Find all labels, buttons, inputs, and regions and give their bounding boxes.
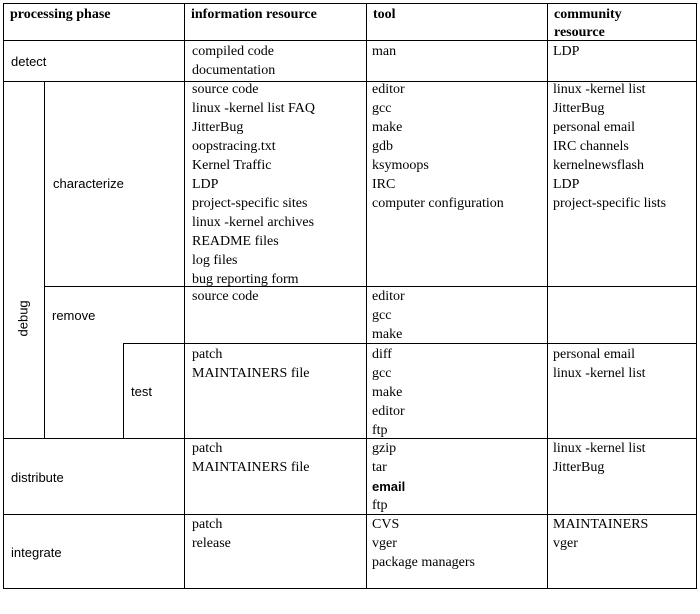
list-item: editor xyxy=(372,289,405,304)
list-item: compiled code xyxy=(192,44,275,59)
list-item: bug reporting form xyxy=(192,272,299,287)
distribute-community-list xyxy=(553,439,646,477)
list-item: Kernel Traffic xyxy=(192,158,272,173)
detect-community-list xyxy=(553,42,579,61)
remove-tool-list xyxy=(372,287,405,344)
header-community-resource: community resource xyxy=(554,7,622,40)
list-item: source code xyxy=(192,82,259,97)
process-resource-table xyxy=(3,3,697,589)
list-item: MAINTAINERS file xyxy=(192,460,310,475)
list-item: patch xyxy=(192,517,223,532)
list-item: source code xyxy=(192,289,259,304)
phase-test: test xyxy=(131,384,152,399)
list-item: JitterBug xyxy=(553,101,605,116)
list-item: computer configuration xyxy=(372,196,504,211)
list-item: linux -kernel list FAQ xyxy=(192,101,316,116)
list-item: gcc xyxy=(372,366,392,381)
list-item: project-specific lists xyxy=(553,196,667,211)
border-debug-inner xyxy=(44,81,45,439)
border-remove-bottom xyxy=(123,343,697,344)
characterize-info-list xyxy=(192,80,315,289)
integrate-community-list xyxy=(553,515,648,553)
phase-remove: remove xyxy=(52,308,96,323)
list-item: CVS xyxy=(372,517,400,532)
phase-debug: debug xyxy=(15,300,31,337)
detect-tool-list xyxy=(372,42,396,61)
characterize-tool-list xyxy=(372,80,504,213)
border-left xyxy=(3,3,4,589)
list-item: patch xyxy=(192,347,223,362)
characterize-community-list xyxy=(553,80,666,213)
list-item: package managers xyxy=(372,555,475,570)
border-tool-right xyxy=(547,3,548,589)
list-item: IRC xyxy=(372,177,396,192)
list-item: diff xyxy=(372,347,392,362)
list-item: IRC channels xyxy=(553,139,629,154)
test-tool-list xyxy=(372,345,405,440)
list-item: linux -kernel list xyxy=(553,82,646,97)
list-item: JitterBug xyxy=(192,120,244,135)
list-item: project-specific sites xyxy=(192,196,308,211)
list-item: make xyxy=(372,385,403,400)
list-item: LDP xyxy=(553,177,580,192)
list-item: gcc xyxy=(372,308,392,323)
list-item: make xyxy=(372,120,403,135)
list-item: linux -kernel list xyxy=(553,441,646,456)
border-bottom xyxy=(3,588,697,589)
list-item: ksymoops xyxy=(372,158,429,173)
phase-detect: detect xyxy=(11,54,47,69)
list-item: LDP xyxy=(192,177,219,192)
list-item: MAINTAINERS file xyxy=(192,366,310,381)
list-item: patch xyxy=(192,441,223,456)
header-tool: tool xyxy=(373,7,396,22)
test-community-list xyxy=(553,345,646,383)
list-item: personal email xyxy=(553,347,636,362)
list-item: linux -kernel list xyxy=(553,366,646,381)
phase-integrate: integrate xyxy=(11,545,62,560)
list-item: oopstracing.txt xyxy=(192,139,276,154)
list-item: tar xyxy=(372,460,387,475)
list-item: release xyxy=(192,536,231,551)
list-item: MAINTAINERS xyxy=(553,517,649,532)
list-item: make xyxy=(372,327,403,342)
test-info-list xyxy=(192,345,309,383)
list-item: gzip xyxy=(372,441,397,456)
integrate-info-list xyxy=(192,515,231,553)
header-information-resource: information resource xyxy=(191,7,317,22)
distribute-tool-list xyxy=(372,439,405,515)
header-processing-phase: processing phase xyxy=(10,7,111,22)
distribute-info-list xyxy=(192,439,309,477)
detect-info-list xyxy=(192,42,275,80)
list-item: LDP xyxy=(553,44,580,59)
list-item: documentation xyxy=(192,63,276,78)
list-item: man xyxy=(372,44,397,59)
integrate-tool-list xyxy=(372,515,475,572)
list-item: vger xyxy=(372,536,397,551)
list-item: kernelnewsflash xyxy=(553,158,644,173)
list-item: log files xyxy=(192,253,238,268)
remove-info-list xyxy=(192,287,258,306)
border-right xyxy=(696,3,697,589)
border-info-right xyxy=(366,3,367,589)
list-item: gdb xyxy=(372,139,393,154)
list-item: linux -kernel archives xyxy=(192,215,315,230)
list-item: vger xyxy=(553,536,578,551)
border-test-inner xyxy=(123,343,124,439)
list-item: email xyxy=(372,479,406,494)
phase-distribute: distribute xyxy=(11,470,64,485)
list-item: JitterBug xyxy=(553,460,605,475)
list-item: gcc xyxy=(372,101,392,116)
phase-characterize: characterize xyxy=(53,176,124,191)
border-phase-right xyxy=(184,3,185,589)
list-item: ftp xyxy=(372,423,388,438)
list-item: editor xyxy=(372,82,405,97)
list-item: README files xyxy=(192,234,279,249)
border-characterize-bottom xyxy=(44,286,697,287)
list-item: ftp xyxy=(372,498,388,513)
list-item: personal email xyxy=(553,120,636,135)
list-item: editor xyxy=(372,404,405,419)
